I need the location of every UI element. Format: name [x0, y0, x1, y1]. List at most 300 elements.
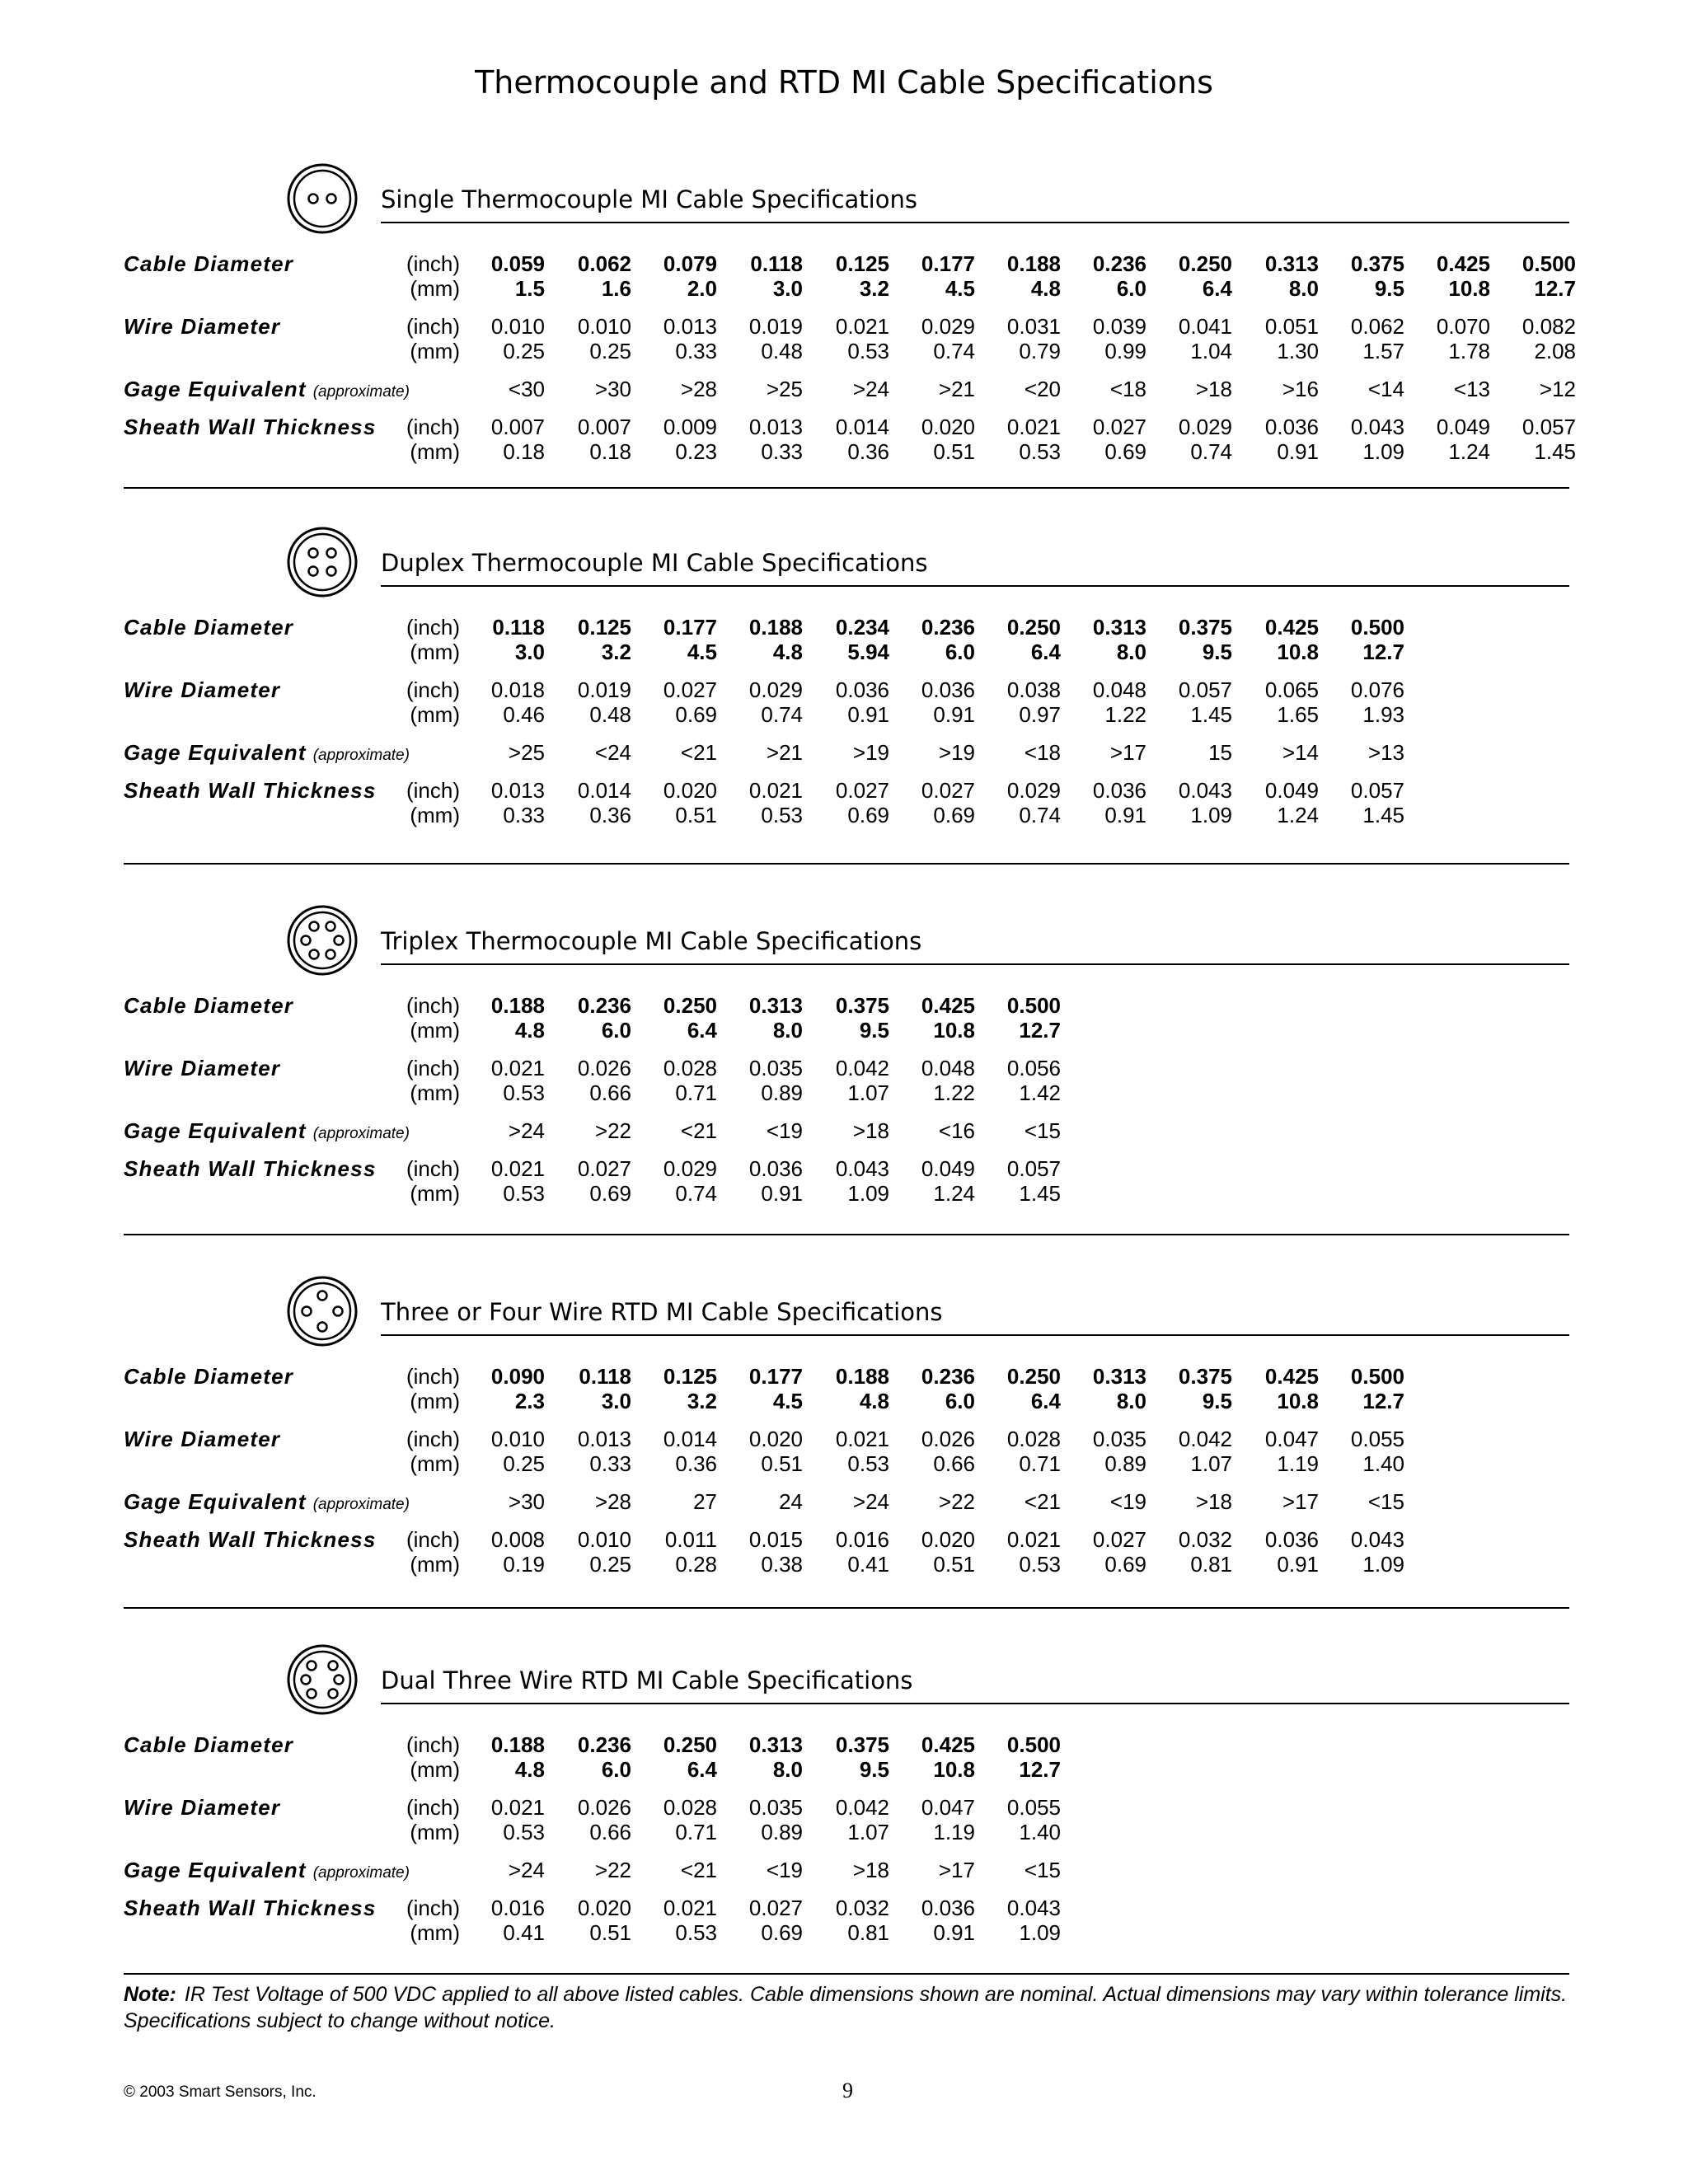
table-cell: 0.016 — [835, 1527, 889, 1552]
table-cell: 0.048 — [1092, 677, 1146, 702]
row-label-text: Sheath Wall Thickness — [124, 415, 377, 439]
table-cell: 0.375 — [1178, 615, 1232, 640]
unit-label: (inch) — [406, 677, 460, 702]
table-cell: 0.250 — [1006, 615, 1061, 640]
table-cell: 0.027 — [1092, 1527, 1146, 1552]
table-cell: 0.97 — [1019, 702, 1061, 727]
table-cell: 1.40 — [1362, 1451, 1404, 1476]
table-cell: 0.236 — [1092, 251, 1146, 276]
copyright: © 2003 Smart Sensors, Inc. — [124, 2083, 316, 2101]
table-cell: 6.0 — [601, 1018, 631, 1043]
table-cell: 0.23 — [675, 439, 717, 464]
table-cell: 0.69 — [933, 803, 975, 827]
table-cell: 1.24 — [1277, 803, 1319, 827]
table-cell: 1.24 — [1448, 439, 1490, 464]
table-cell: 0.53 — [503, 1181, 545, 1206]
section-title: Dual Three Wire RTD MI Cable Specifications — [381, 1666, 913, 1694]
table-cell: 0.048 — [921, 1056, 975, 1080]
table-cell: 0.188 — [490, 993, 545, 1018]
table-cell: 10.8 — [1277, 640, 1319, 664]
table-cell: 9.5 — [1202, 1389, 1232, 1413]
table-cell: 3.2 — [687, 1389, 717, 1413]
table-cell: 0.036 — [921, 677, 975, 702]
table-cell: 0.188 — [1006, 251, 1061, 276]
table-cell: 0.375 — [1350, 251, 1404, 276]
table-cell: 0.500 — [1350, 1364, 1404, 1389]
table-cell: 0.125 — [835, 251, 889, 276]
table-cell: 0.74 — [761, 702, 803, 727]
table-cell: 0.062 — [1350, 314, 1404, 339]
table-cell: 0.71 — [675, 1080, 717, 1105]
table-cell: 0.036 — [1264, 1527, 1319, 1552]
table-cell: <14 — [1367, 377, 1404, 401]
table-cell: 0.188 — [835, 1364, 889, 1389]
table-cell: 0.032 — [835, 1896, 889, 1920]
table-cell: 0.010 — [490, 1427, 545, 1451]
table-cell: 4.8 — [859, 1389, 889, 1413]
table-cell: 0.36 — [847, 439, 889, 464]
table-cell: 0.53 — [761, 803, 803, 827]
table-cell: 0.007 — [577, 415, 631, 439]
table-cell: 0.91 — [1277, 1552, 1319, 1577]
table-cell: 0.090 — [490, 1364, 545, 1389]
table-cell: 1.65 — [1277, 702, 1319, 727]
row-label-text: Wire Diameter — [124, 1427, 281, 1451]
section-title: Single Thermocouple MI Cable Specifications — [381, 185, 917, 213]
table-cell: 0.74 — [933, 339, 975, 363]
table-cell: 0.236 — [921, 1364, 975, 1389]
table-cell: <18 — [1024, 740, 1061, 765]
table-cell: <19 — [766, 1858, 803, 1882]
table-cell: 0.057 — [1350, 778, 1404, 803]
table-cell: 0.71 — [1019, 1451, 1061, 1476]
table-cell: 6.4 — [1030, 640, 1061, 664]
table-cell: 0.69 — [1104, 1552, 1146, 1577]
table-cell: 0.25 — [589, 1552, 631, 1577]
table-cell: 0.41 — [503, 1920, 545, 1945]
table-cell: 0.25 — [503, 339, 545, 363]
table-cell: 0.041 — [1178, 314, 1232, 339]
table-cell: <24 — [594, 740, 631, 765]
table-cell: 0.313 — [1092, 615, 1146, 640]
table-cell: 1.22 — [1104, 702, 1146, 727]
table-cell: 10.8 — [933, 1757, 975, 1782]
table-cell: 0.51 — [933, 1552, 975, 1577]
table-cell: 8.0 — [1288, 276, 1319, 301]
table-cell: 0.81 — [1190, 1552, 1232, 1577]
table-cell: 0.500 — [1522, 251, 1576, 276]
table-cell: 1.45 — [1534, 439, 1576, 464]
unit-label: (mm) — [410, 803, 460, 827]
section-rule — [381, 1334, 1569, 1336]
table-cell: 0.53 — [675, 1920, 717, 1945]
table-cell: <18 — [1109, 377, 1146, 401]
table-cell: 0.057 — [1006, 1156, 1061, 1181]
table-cell: 0.313 — [1264, 251, 1319, 276]
table-cell: <30 — [508, 377, 545, 401]
table-cell: 0.91 — [933, 702, 975, 727]
table-cell: 9.5 — [859, 1018, 889, 1043]
unit-label: (inch) — [406, 1364, 460, 1389]
table-cell: 1.40 — [1019, 1820, 1061, 1844]
table-cell: 3.0 — [514, 640, 545, 664]
table-cell: 0.036 — [1092, 778, 1146, 803]
table-cell: 0.026 — [577, 1795, 631, 1820]
table-cell: 0.74 — [1019, 803, 1061, 827]
table-cell: >22 — [594, 1858, 631, 1882]
table-cell: 0.055 — [1350, 1427, 1404, 1451]
table-cell: 9.5 — [1202, 640, 1232, 664]
table-cell: 0.69 — [761, 1920, 803, 1945]
page-number: 9 — [842, 2079, 853, 2102]
table-cell: 0.013 — [663, 314, 717, 339]
table-cell: 0.99 — [1104, 339, 1146, 363]
table-cell: 0.043 — [835, 1156, 889, 1181]
table-cell: 0.375 — [835, 993, 889, 1018]
table-cell: 1.24 — [933, 1181, 975, 1206]
table-cell: >21 — [766, 740, 803, 765]
table-cell: 6.0 — [945, 1389, 975, 1413]
table-cell: 0.065 — [1264, 677, 1319, 702]
table-cell: 1.5 — [514, 276, 545, 301]
table-cell: 0.28 — [675, 1552, 717, 1577]
table-cell: 5.94 — [847, 640, 889, 664]
table-cell: >14 — [1282, 740, 1319, 765]
row-label-text: Wire Diameter — [124, 1056, 281, 1080]
row-label-text: Cable Diameter — [124, 615, 294, 640]
table-cell: 0.188 — [748, 615, 803, 640]
table-cell: 0.042 — [835, 1795, 889, 1820]
table-cell: 0.014 — [577, 778, 631, 803]
table-cell: 3.2 — [859, 276, 889, 301]
table-cell: 12.7 — [1534, 276, 1576, 301]
table-cell: 27 — [693, 1489, 717, 1514]
row-label — [124, 415, 376, 440]
section-rule — [381, 963, 1569, 965]
table-cell: 1.07 — [847, 1080, 889, 1105]
table-cell: 0.059 — [490, 251, 545, 276]
table-cell: <21 — [680, 1858, 717, 1882]
table-cell: 0.91 — [761, 1181, 803, 1206]
table-cell: 0.177 — [663, 615, 717, 640]
table-cell: 0.38 — [761, 1552, 803, 1577]
table-cell: 0.009 — [663, 415, 717, 439]
unit-label: (inch) — [406, 1427, 460, 1451]
table-cell: 0.020 — [748, 1427, 803, 1451]
section-divider — [124, 1607, 1569, 1609]
table-cell: 0.032 — [1178, 1527, 1232, 1552]
table-cell: >18 — [852, 1118, 889, 1143]
table-cell: 0.33 — [503, 803, 545, 827]
table-cell: 0.014 — [835, 415, 889, 439]
approximate-note: (approximate) — [312, 1496, 410, 1513]
table-cell: <13 — [1453, 377, 1490, 401]
table-cell: 0.500 — [1006, 1732, 1061, 1757]
unit-label: (inch) — [406, 778, 460, 803]
table-cell: >13 — [1367, 740, 1404, 765]
table-cell: >22 — [594, 1118, 631, 1143]
unit-label: (inch) — [406, 1156, 460, 1181]
table-cell: 0.010 — [577, 314, 631, 339]
row-label — [124, 377, 410, 402]
table-cell: 0.48 — [589, 702, 631, 727]
section-divider — [124, 1973, 1569, 1975]
table-cell: 0.021 — [490, 1156, 545, 1181]
table-cell: 6.0 — [601, 1757, 631, 1782]
approximate-note: (approximate) — [312, 383, 410, 401]
six-wire-rtd-cable-icon — [286, 1643, 359, 1716]
six-conductor-cable-icon — [286, 904, 359, 977]
unit-label: (mm) — [410, 1018, 460, 1043]
row-label — [124, 314, 280, 340]
unit-label: (inch) — [406, 1056, 460, 1080]
table-cell: 0.177 — [921, 251, 975, 276]
table-cell: 0.53 — [503, 1080, 545, 1105]
table-cell: 0.010 — [577, 1527, 631, 1552]
row-label — [124, 740, 410, 766]
table-cell: >24 — [508, 1858, 545, 1882]
table-cell: 0.236 — [921, 615, 975, 640]
table-cell: 2.3 — [514, 1389, 545, 1413]
table-cell: 6.4 — [687, 1757, 717, 1782]
table-cell: 0.055 — [1006, 1795, 1061, 1820]
table-cell: 0.020 — [663, 778, 717, 803]
table-cell: <15 — [1024, 1118, 1061, 1143]
table-cell: 0.313 — [748, 1732, 803, 1757]
table-cell: 0.66 — [589, 1820, 631, 1844]
table-cell: 6.0 — [1116, 276, 1146, 301]
table-cell: 0.69 — [847, 803, 889, 827]
table-cell: 12.7 — [1019, 1018, 1061, 1043]
unit-label: (mm) — [410, 640, 460, 664]
table-cell: 0.035 — [748, 1056, 803, 1080]
table-cell: <19 — [766, 1118, 803, 1143]
table-cell: 10.8 — [1277, 1389, 1319, 1413]
row-label — [124, 1896, 376, 1921]
section-rule — [381, 1703, 1569, 1704]
table-cell: 0.89 — [761, 1820, 803, 1844]
table-cell: 0.027 — [663, 677, 717, 702]
table-cell: 0.013 — [748, 415, 803, 439]
table-cell: 0.049 — [921, 1156, 975, 1181]
row-label — [124, 1056, 280, 1081]
table-cell: 0.18 — [589, 439, 631, 464]
table-cell: 12.7 — [1019, 1757, 1061, 1782]
table-cell: 4.5 — [687, 640, 717, 664]
spec-section — [0, 162, 1688, 525]
table-cell: >12 — [1539, 377, 1576, 401]
table-cell: 0.007 — [490, 415, 545, 439]
table-cell: 1.57 — [1362, 339, 1404, 363]
table-cell: >19 — [852, 740, 889, 765]
unit-label: (inch) — [406, 1795, 460, 1820]
table-cell: 0.008 — [490, 1527, 545, 1552]
table-cell: 0.010 — [490, 314, 545, 339]
table-cell: 0.047 — [1264, 1427, 1319, 1451]
table-cell: 0.425 — [1436, 251, 1490, 276]
table-cell: 0.021 — [835, 1427, 889, 1451]
table-cell: 0.079 — [663, 251, 717, 276]
table-cell: 0.028 — [663, 1795, 717, 1820]
table-cell: 0.020 — [921, 415, 975, 439]
table-cell: 0.018 — [490, 677, 545, 702]
table-cell: 0.48 — [761, 339, 803, 363]
table-cell: 4.8 — [514, 1757, 545, 1782]
table-cell: 0.33 — [675, 339, 717, 363]
row-label-text: Cable Diameter — [124, 1732, 294, 1757]
spec-section — [0, 904, 1688, 1267]
table-cell: 1.42 — [1019, 1080, 1061, 1105]
table-cell: 0.043 — [1350, 1527, 1404, 1552]
unit-label: (inch) — [406, 615, 460, 640]
table-cell: >24 — [852, 1489, 889, 1514]
table-cell: 1.09 — [847, 1181, 889, 1206]
table-cell: 0.019 — [577, 677, 631, 702]
table-cell: >17 — [1109, 740, 1146, 765]
table-cell: 0.236 — [577, 993, 631, 1018]
table-cell: <15 — [1024, 1858, 1061, 1882]
table-cell: 0.013 — [490, 778, 545, 803]
row-label — [124, 677, 280, 703]
table-cell: 0.049 — [1264, 778, 1319, 803]
table-cell: 10.8 — [933, 1018, 975, 1043]
table-cell: 0.36 — [589, 803, 631, 827]
table-cell: >24 — [852, 377, 889, 401]
table-cell: 0.91 — [933, 1920, 975, 1945]
unit-label: (mm) — [410, 1820, 460, 1844]
table-cell: 0.062 — [577, 251, 631, 276]
table-cell: 6.0 — [945, 640, 975, 664]
table-cell: <20 — [1024, 377, 1061, 401]
table-cell: 0.53 — [847, 339, 889, 363]
table-cell: 0.250 — [1178, 251, 1232, 276]
row-label-text: Gage Equivalent — [124, 740, 307, 765]
row-label — [124, 993, 293, 1019]
table-cell: <21 — [680, 1118, 717, 1143]
table-cell: 0.125 — [663, 1364, 717, 1389]
table-cell: 0.125 — [577, 615, 631, 640]
table-cell: 10.8 — [1448, 276, 1490, 301]
unit-label: (inch) — [406, 993, 460, 1018]
table-cell: 0.042 — [835, 1056, 889, 1080]
table-cell: 0.020 — [577, 1896, 631, 1920]
approximate-note: (approximate) — [312, 1125, 410, 1142]
note — [124, 1981, 1569, 2034]
table-cell: 0.234 — [835, 615, 889, 640]
table-cell: 0.043 — [1006, 1896, 1061, 1920]
section-divider — [124, 1234, 1569, 1235]
table-cell: 0.027 — [921, 778, 975, 803]
table-cell: 0.056 — [1006, 1056, 1061, 1080]
table-cell: >18 — [1195, 1489, 1232, 1514]
table-cell: 12.7 — [1362, 640, 1404, 664]
table-cell: 0.313 — [1092, 1364, 1146, 1389]
table-cell: 0.500 — [1006, 993, 1061, 1018]
section-title: Duplex Thermocouple MI Cable Specifications — [381, 549, 928, 577]
unit-label: (mm) — [410, 1080, 460, 1105]
table-cell: 4.8 — [514, 1018, 545, 1043]
unit-label: (mm) — [410, 1181, 460, 1206]
table-cell: 0.026 — [921, 1427, 975, 1451]
four-wire-rtd-cable-icon — [286, 1275, 359, 1347]
row-label-text: Cable Diameter — [124, 251, 294, 276]
table-cell: 1.09 — [1190, 803, 1232, 827]
table-cell: 0.19 — [503, 1552, 545, 1577]
spec-section — [0, 1275, 1688, 1638]
table-cell: >21 — [938, 377, 975, 401]
table-cell: 0.028 — [663, 1056, 717, 1080]
table-cell: 0.029 — [1178, 415, 1232, 439]
note-label: Note: — [124, 1983, 176, 2006]
section-divider — [124, 487, 1569, 489]
table-cell: 0.070 — [1436, 314, 1490, 339]
table-cell: >19 — [938, 740, 975, 765]
table-cell: 0.035 — [748, 1795, 803, 1820]
unit-label: (inch) — [406, 314, 460, 339]
table-cell: 1.45 — [1362, 803, 1404, 827]
row-label-text: Gage Equivalent — [124, 377, 307, 401]
row-label — [124, 1427, 280, 1452]
table-cell: 0.74 — [675, 1181, 717, 1206]
table-cell: 0.118 — [579, 1364, 631, 1389]
table-cell: 0.021 — [748, 778, 803, 803]
row-label — [124, 1489, 410, 1515]
table-cell: 0.031 — [1006, 314, 1061, 339]
table-cell: 0.91 — [1277, 439, 1319, 464]
table-cell: 0.057 — [1178, 677, 1232, 702]
table-cell: 0.250 — [663, 993, 717, 1018]
table-cell: 0.021 — [663, 1896, 717, 1920]
table-cell: 1.6 — [601, 276, 631, 301]
row-label-text: Sheath Wall Thickness — [124, 1156, 377, 1181]
table-cell: 0.91 — [1104, 803, 1146, 827]
unit-label: (inch) — [406, 415, 460, 439]
table-cell: 0.71 — [675, 1820, 717, 1844]
row-label-text: Gage Equivalent — [124, 1489, 307, 1514]
table-cell: 0.021 — [1006, 1527, 1061, 1552]
table-cell: 0.69 — [1104, 439, 1146, 464]
table-cell: 0.51 — [933, 439, 975, 464]
table-cell: 0.014 — [663, 1427, 717, 1451]
section-title: Triplex Thermocouple MI Cable Specifications — [381, 927, 922, 955]
table-cell: 0.039 — [1092, 314, 1146, 339]
table-cell: 1.04 — [1190, 339, 1232, 363]
unit-label: (mm) — [410, 1389, 460, 1413]
table-cell: 1.45 — [1190, 702, 1232, 727]
table-cell: <21 — [1024, 1489, 1061, 1514]
unit-label: (mm) — [410, 1920, 460, 1945]
row-label — [124, 615, 293, 640]
table-cell: 9.5 — [1374, 276, 1404, 301]
section-rule — [381, 222, 1569, 223]
two-conductor-cable-icon — [286, 162, 359, 235]
spec-section — [0, 526, 1688, 888]
table-cell: 1.45 — [1019, 1181, 1061, 1206]
table-cell: 0.036 — [921, 1896, 975, 1920]
table-cell: 0.25 — [589, 339, 631, 363]
table-cell: 1.30 — [1277, 339, 1319, 363]
table-cell: 0.036 — [748, 1156, 803, 1181]
table-cell: 0.79 — [1019, 339, 1061, 363]
table-cell: 0.66 — [933, 1451, 975, 1476]
table-cell: >18 — [1195, 377, 1232, 401]
table-cell: 0.029 — [663, 1156, 717, 1181]
table-cell: >17 — [938, 1858, 975, 1882]
unit-label: (mm) — [410, 1552, 460, 1577]
table-cell: 0.177 — [748, 1364, 803, 1389]
unit-label: (inch) — [406, 1527, 460, 1552]
table-cell: 0.313 — [748, 993, 803, 1018]
